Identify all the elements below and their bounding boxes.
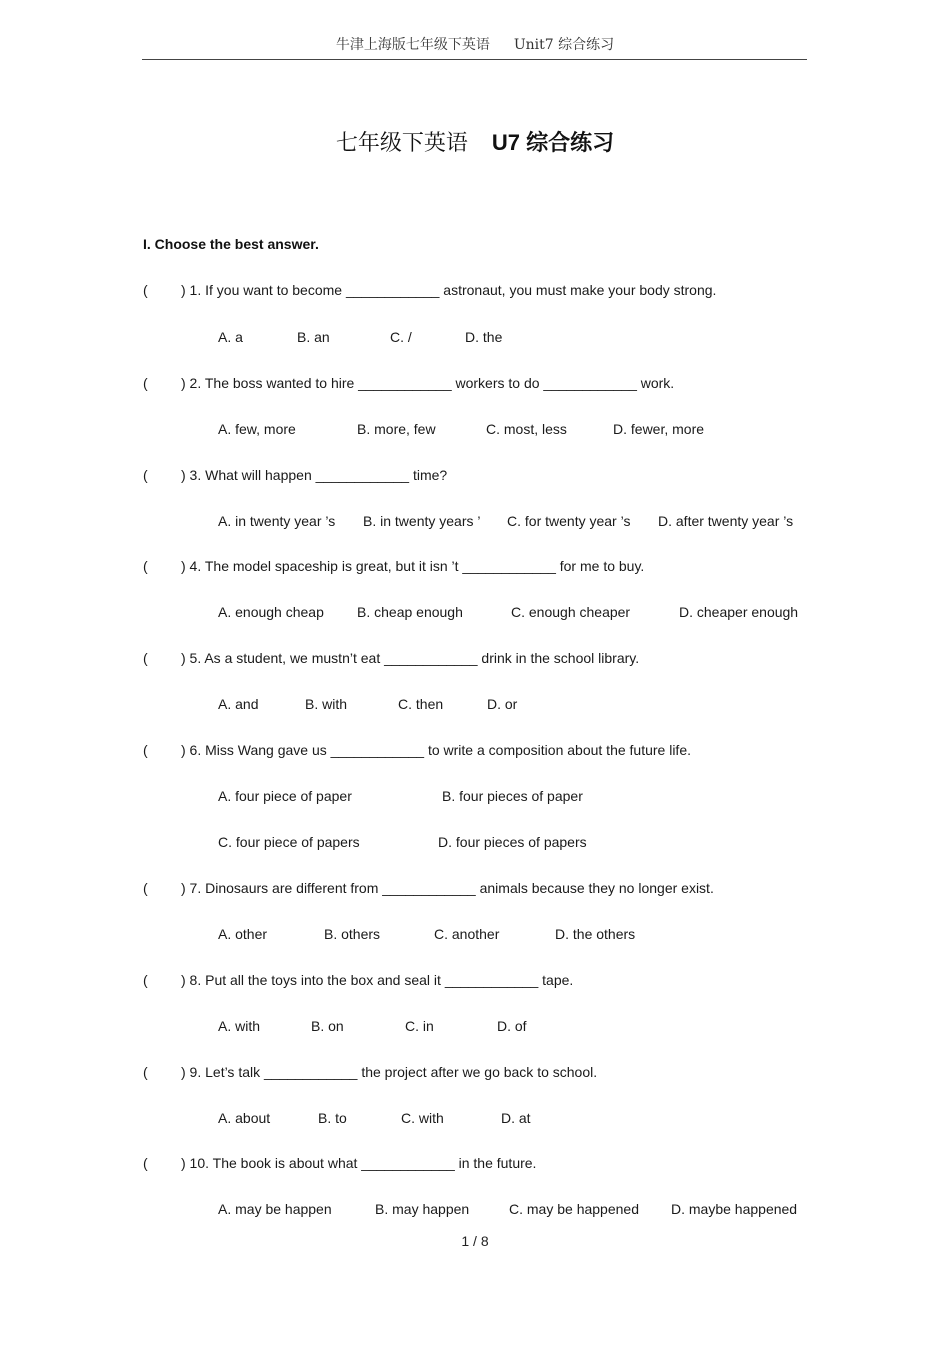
option-b: B. cheap enough bbox=[357, 604, 463, 620]
option-c: C. may be happened bbox=[509, 1201, 639, 1217]
option-a: A. a bbox=[218, 329, 243, 345]
option-b: B. others bbox=[324, 926, 381, 942]
option-d: D. after twenty year ’s bbox=[658, 513, 794, 529]
option-d: D. maybe happened bbox=[671, 1201, 798, 1217]
title-cn: 七年级下英语 bbox=[335, 131, 468, 156]
option-a: A. in twenty year ’s bbox=[218, 513, 336, 529]
answer-blank[interactable]: ( bbox=[143, 972, 148, 988]
question-text: ) 9. Let’s talk ____________ the project after we go back to school. bbox=[181, 1064, 598, 1080]
option-c: C. for twenty year ’s bbox=[507, 513, 631, 529]
question-1 bbox=[143, 282, 716, 298]
option-d: D. at bbox=[501, 1110, 531, 1126]
option-a: A. other bbox=[218, 926, 268, 942]
question-9 bbox=[143, 1064, 597, 1080]
question-10 bbox=[143, 1155, 536, 1171]
option-c: C. four piece of papers bbox=[218, 834, 360, 850]
header-book: 牛津上海版七年级下英语 bbox=[335, 37, 490, 53]
question-text: ) 2. The boss wanted to hire ____________ workers to do ____________ work. bbox=[181, 375, 675, 391]
option-c: C. then bbox=[398, 696, 444, 712]
option-a: A. may be happen bbox=[218, 1201, 332, 1217]
option-a: A. about bbox=[218, 1110, 271, 1126]
question-text: ) 10. The book is about what ____________ in the future. bbox=[181, 1155, 537, 1171]
question-text: ) 6. Miss Wang gave us ____________ to write a composition about the future life. bbox=[181, 742, 692, 758]
question-8 bbox=[143, 972, 573, 988]
title-unit: U7 综合练习 bbox=[491, 130, 615, 155]
option-c: C. / bbox=[390, 329, 412, 345]
answer-blank[interactable]: ( bbox=[143, 1064, 148, 1080]
question-text: ) 7. Dinosaurs are different from ____________ animals because they no longer exist. bbox=[181, 880, 714, 896]
page-number: 1 / 8 bbox=[461, 1233, 489, 1249]
option-c: C. with bbox=[401, 1110, 444, 1126]
question-text: ) 5. As a student, we mustn’t eat ____________ drink in the school library. bbox=[181, 650, 640, 666]
option-a: A. and bbox=[218, 696, 259, 712]
option-a: A. with bbox=[218, 1018, 261, 1034]
option-b: B. four pieces of paper bbox=[442, 788, 583, 804]
question-text: ) 3. What will happen ____________ time? bbox=[181, 467, 448, 483]
option-d: D. fewer, more bbox=[613, 421, 705, 437]
question-text: ) 4. The model spaceship is great, but it isn ’t ____________ for me to buy. bbox=[181, 558, 645, 574]
answer-blank[interactable]: ( bbox=[143, 282, 148, 298]
option-b: B. on bbox=[311, 1018, 344, 1034]
answer-blank[interactable]: ( bbox=[143, 558, 148, 574]
header-rule bbox=[142, 59, 807, 60]
option-c: C. enough cheaper bbox=[511, 604, 631, 620]
question-2 bbox=[143, 375, 674, 391]
answer-blank[interactable]: ( bbox=[143, 880, 148, 896]
option-c: C. most, less bbox=[486, 421, 567, 437]
question-4 bbox=[143, 558, 644, 574]
option-a: A. four piece of paper bbox=[218, 788, 352, 804]
question-5 bbox=[143, 650, 639, 666]
option-b: B. may happen bbox=[375, 1201, 470, 1217]
option-d: D. or bbox=[487, 696, 518, 712]
option-d: D. four pieces of papers bbox=[438, 834, 587, 850]
question-text: ) 8. Put all the toys into the box and seal it ____________ tape. bbox=[181, 972, 574, 988]
answer-blank[interactable]: ( bbox=[143, 375, 148, 391]
page-title bbox=[0, 126, 950, 157]
section-heading: I. Choose the best answer. bbox=[143, 236, 319, 252]
question-3 bbox=[143, 467, 447, 483]
page-header bbox=[0, 34, 950, 54]
question-7 bbox=[143, 880, 714, 896]
option-d: D. of bbox=[497, 1018, 527, 1034]
option-a: A. few, more bbox=[218, 421, 296, 437]
option-d: D. cheaper enough bbox=[679, 604, 799, 620]
answer-blank[interactable]: ( bbox=[143, 650, 148, 666]
answer-blank[interactable]: ( bbox=[143, 1155, 148, 1171]
option-b: B. more, few bbox=[357, 421, 436, 437]
option-c: C. in bbox=[405, 1018, 434, 1034]
header-unit: Unit7 综合练习 bbox=[513, 37, 615, 53]
option-b: B. an bbox=[297, 329, 330, 345]
option-a: A. enough cheap bbox=[218, 604, 324, 620]
answer-blank[interactable]: ( bbox=[143, 742, 148, 758]
question-text: ) 1. If you want to become ____________ astronaut, you must make your body strong. bbox=[181, 282, 717, 298]
option-b: B. in twenty years ’ bbox=[363, 513, 481, 529]
question-6 bbox=[143, 742, 691, 758]
option-b: B. to bbox=[318, 1110, 347, 1126]
option-c: C. another bbox=[434, 926, 500, 942]
option-d: D. the others bbox=[555, 926, 636, 942]
option-b: B. with bbox=[305, 696, 348, 712]
option-d: D. the bbox=[465, 329, 503, 345]
answer-blank[interactable]: ( bbox=[143, 467, 148, 483]
